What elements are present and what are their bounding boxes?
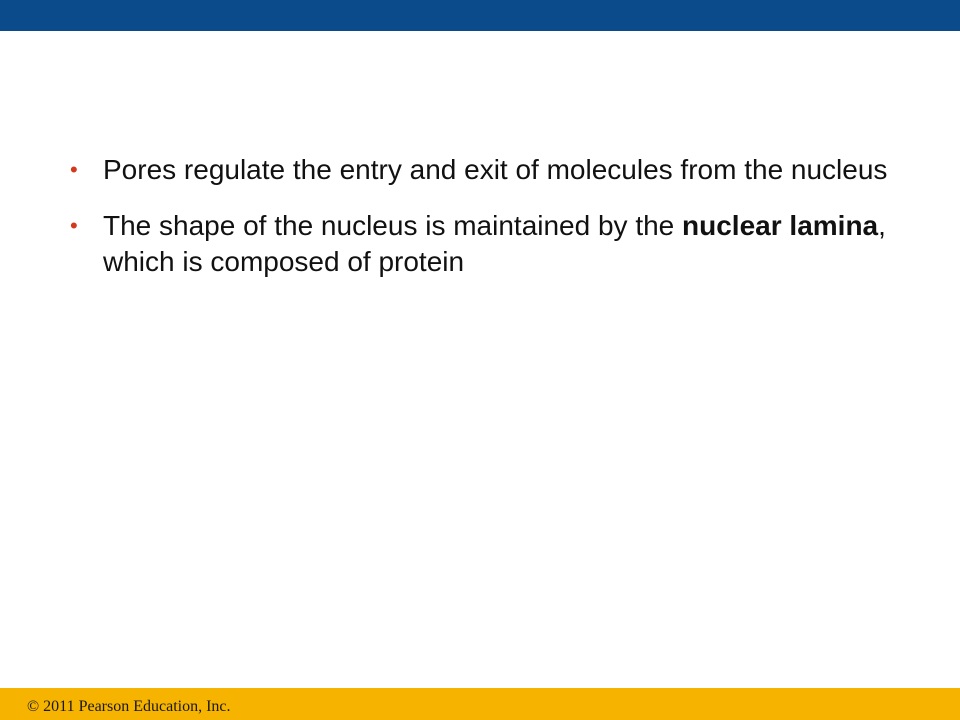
bullet-item-nuclear-lamina [70, 208, 890, 280]
bullet-marker-icon: • [70, 213, 78, 238]
bullet-marker-icon: • [70, 157, 78, 182]
footer-bar [0, 688, 960, 720]
copyright-text: © 2011 Pearson Education, Inc. [27, 698, 231, 715]
bold-term-nuclear-lamina: nuclear lamina [682, 210, 879, 241]
bullet-item-pores [70, 152, 890, 188]
bullet-list [70, 152, 890, 300]
bullet-text-before: The shape of the nucleus is maintained by the [103, 210, 683, 241]
bullet-text: Pores regulate the entry and exit of molecules from the nucleus [103, 154, 888, 185]
top-header-bar [0, 0, 960, 31]
bullet-text-after: , which is composed of protein [103, 210, 886, 277]
